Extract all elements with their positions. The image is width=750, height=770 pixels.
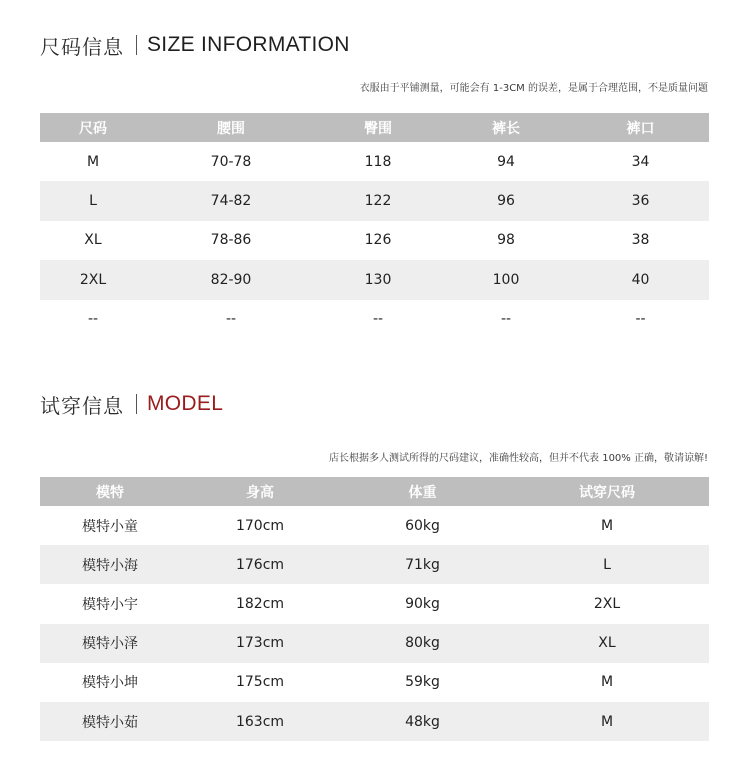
length-cell: 96 <box>440 181 572 220</box>
model-header-height: 身高 <box>180 477 340 506</box>
model-header-weight: 体重 <box>340 477 505 506</box>
model-name-cell: 模特小宇 <box>82 596 138 613</box>
size-header-length: 裤长 <box>440 113 572 142</box>
waist-cell: 70-78 <box>210 153 252 170</box>
waist-cell: -- <box>225 311 237 328</box>
size-cell: 2XL <box>40 260 146 299</box>
title-divider <box>136 394 137 414</box>
weight-cell: 59kg <box>405 674 440 691</box>
height-cell: 170cm <box>235 517 285 534</box>
fit-size-cell: M <box>600 517 614 534</box>
size-header-waist: 腰围 <box>146 113 316 142</box>
fit-size-cell: L <box>505 545 709 584</box>
weight-cell: 71kg <box>340 545 505 584</box>
height-cell: 182cm <box>235 595 285 612</box>
table-row <box>40 142 709 181</box>
model-title-en: MODEL <box>147 392 224 415</box>
model-name-cell: 模特小泽 <box>40 624 180 663</box>
table-row <box>40 584 709 623</box>
weight-cell: 80kg <box>340 624 505 663</box>
weight-cell: 90kg <box>405 595 440 612</box>
leg-opening-cell: 34 <box>631 153 650 170</box>
model-table <box>40 477 709 741</box>
weight-cell: 48kg <box>340 702 505 741</box>
fit-size-cell: M <box>505 702 709 741</box>
size-header-hip: 臀围 <box>316 113 440 142</box>
model-name-cell: 模特小童 <box>82 518 138 535</box>
size-cell: L <box>40 181 146 220</box>
size-title-en: SIZE INFORMATION <box>147 33 350 56</box>
waist-cell: 78-86 <box>210 232 252 249</box>
leg-opening-cell: -- <box>635 311 646 328</box>
table-row <box>40 624 709 663</box>
height-cell: 173cm <box>180 624 340 663</box>
hip-cell: 122 <box>316 181 440 220</box>
height-cell: 163cm <box>180 702 340 741</box>
height-cell: 175cm <box>235 674 285 691</box>
model-header-model: 模特 <box>40 477 180 506</box>
hip-cell: 126 <box>364 232 392 249</box>
table-row <box>40 300 709 339</box>
size-cell: XL <box>84 232 102 249</box>
leg-opening-cell: 38 <box>631 232 650 249</box>
size-table-header-row <box>40 113 709 142</box>
table-row <box>40 663 709 702</box>
title-divider <box>136 35 137 55</box>
model-section-title <box>40 389 223 419</box>
hip-cell: -- <box>372 311 384 328</box>
table-row <box>40 260 709 299</box>
table-row <box>40 545 709 584</box>
length-cell: -- <box>500 311 512 328</box>
size-title-zh: 尺码信息 <box>40 34 124 59</box>
waist-cell: 82-90 <box>146 260 316 299</box>
size-header-size: 尺码 <box>40 113 146 142</box>
table-row <box>40 221 709 260</box>
model-name-cell: 模特小茹 <box>40 702 180 741</box>
table-row <box>40 181 709 220</box>
model-table-header-row <box>40 477 709 506</box>
model-name-cell: 模特小坤 <box>82 675 138 692</box>
model-header-fit-size: 试穿尺码 <box>505 477 709 506</box>
leg-opening-cell: 40 <box>572 260 709 299</box>
model-title-zh: 试穿信息 <box>40 393 124 418</box>
leg-opening-cell: 36 <box>572 181 709 220</box>
size-cell: M <box>86 153 100 170</box>
length-cell: 94 <box>497 153 515 170</box>
size-cell: -- <box>87 311 99 328</box>
height-cell: 176cm <box>180 545 340 584</box>
hip-cell: 130 <box>316 260 440 299</box>
model-name-cell: 模特小海 <box>40 545 180 584</box>
model-fit-note: 店长根据多人测试所得的尺码建议，准确性较高，但并不代表 100% 正确，敬请谅解! <box>329 453 708 464</box>
size-section-title <box>40 30 350 60</box>
fit-size-cell: 2XL <box>593 595 621 612</box>
size-header-leg-opening: 裤口 <box>572 113 709 142</box>
fit-size-cell: XL <box>505 624 709 663</box>
weight-cell: 60kg <box>405 517 440 534</box>
table-row <box>40 506 709 545</box>
size-table <box>40 113 709 339</box>
size-measurement-note: 衣服由于平铺测量，可能会有 1-3CM 的误差，是属于合理范围，不是质量问题 <box>359 83 708 94</box>
length-cell: 100 <box>440 260 572 299</box>
length-cell: 98 <box>497 232 515 249</box>
waist-cell: 74-82 <box>146 181 316 220</box>
table-row <box>40 702 709 741</box>
hip-cell: 118 <box>364 153 392 170</box>
fit-size-cell: M <box>600 674 614 691</box>
